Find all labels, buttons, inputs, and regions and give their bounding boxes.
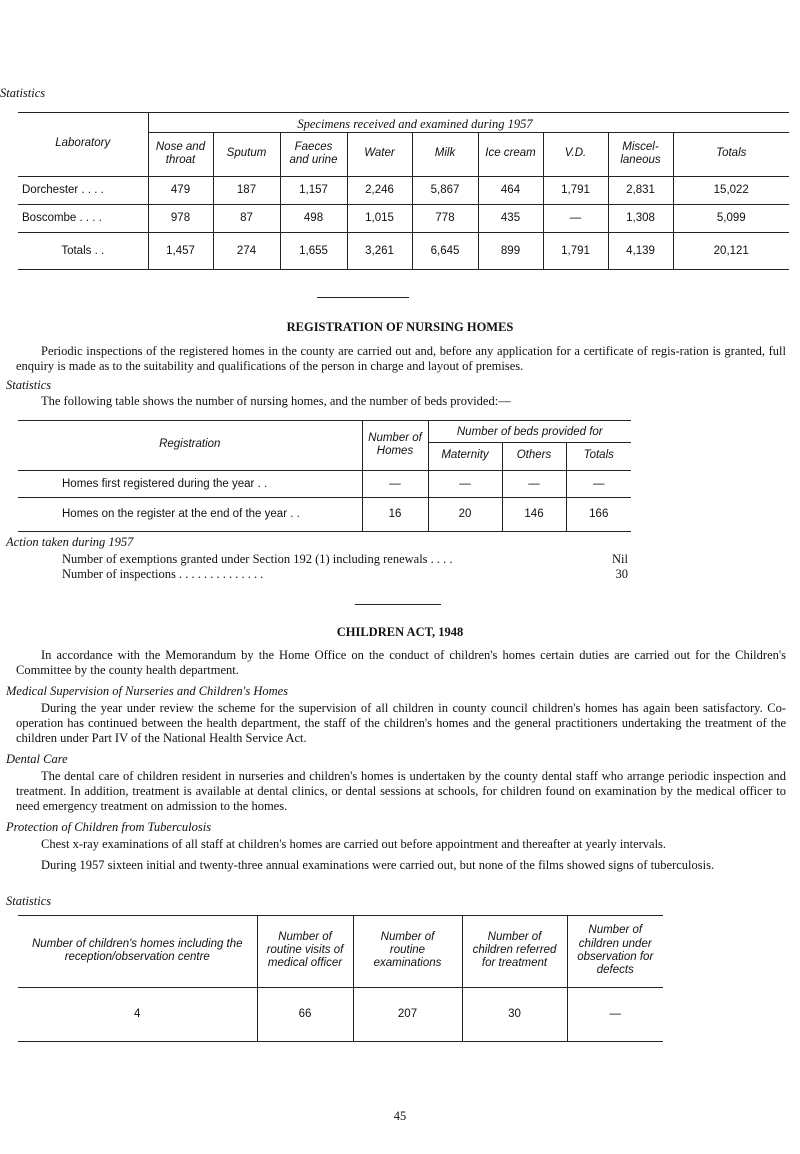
- tuberculosis-paragraph-2: During 1957 sixteen initial and twenty-three annual examinations were carried out, but none of the films showed signs of tuberculosis.: [41, 858, 715, 872]
- nursing-table-row: [18, 470, 631, 497]
- lab-cell: 187: [213, 176, 280, 204]
- lab-cell: 435: [478, 204, 543, 232]
- action-label: Action taken during 1957: [6, 535, 134, 549]
- children-table: [18, 915, 663, 1042]
- nursing-col-beds: Number of beds provided for: [428, 420, 631, 442]
- lab-table-row: [18, 176, 789, 204]
- lab-cell: 498: [280, 204, 347, 232]
- nursing-cell: —: [566, 470, 631, 497]
- section-divider: [317, 297, 409, 298]
- lab-cell: 5,099: [673, 204, 789, 232]
- lab-cell: 1,457: [148, 232, 213, 269]
- nursing-cell: —: [502, 470, 566, 497]
- lab-cell: 1,791: [543, 176, 608, 204]
- lab-cell: —: [543, 204, 608, 232]
- lab-cell: 1,015: [347, 204, 412, 232]
- lab-col-header: Totals: [673, 132, 789, 176]
- nursing-col-number: Number of Homes: [362, 420, 428, 470]
- nursing-paragraph: Periodic inspections of the registered homes in the county are carried out and, before any application for a certificate of regis-ration is granted, full enquiry is made as to the suitability and qualifications of the person in charge and layout of premises.: [16, 344, 786, 373]
- children-col-header: Number of children referred for treatment: [462, 915, 567, 987]
- page-section-label: Statistics: [0, 86, 46, 100]
- lab-col-header: Milk: [412, 132, 478, 176]
- lab-col-header: Nose and throat: [148, 132, 213, 176]
- children-col-header: Number of children under observation for defects: [567, 915, 663, 987]
- action-item-value: Nil: [612, 552, 628, 566]
- section-divider: [355, 604, 441, 605]
- nursing-row-label: Homes on the register at the end of the year . .: [18, 497, 362, 531]
- lab-cell: 5,867: [412, 176, 478, 204]
- action-item: [62, 567, 628, 582]
- tuberculosis-paragraph-1: Chest x-ray examinations of all staff at children's homes are carried out before appointment and thereafter at yearly intervals.: [41, 837, 667, 851]
- lab-cell: 3,261: [347, 232, 412, 269]
- children-cell: 66: [257, 987, 353, 1041]
- children-cell: —: [567, 987, 663, 1041]
- lab-cell: 778: [412, 204, 478, 232]
- children-statistics-label: Statistics: [6, 894, 52, 908]
- tuberculosis-label: Protection of Children from Tuberculosis: [6, 820, 212, 834]
- children-paragraph: In accordance with the Memorandum by the Home Office on the conduct of children's homes certain duties are carried out for the Children's Committee by the county health department.: [16, 648, 786, 677]
- dental-care-paragraph: The dental care of children resident in nurseries and children's homes is undertaken by the county dental staff who arrange periodic inspection and treatment. In addition, treatment is available at dental clinics, or dental sessions at schools, for children found on examination by the medical officer to need emergency treatment on admission to the homes.: [16, 769, 786, 813]
- nursing-col-registration: Registration: [18, 420, 362, 470]
- children-heading: CHILDREN ACT, 1948: [336, 625, 464, 639]
- nursing-row-label: Homes first registered during the year . .: [18, 470, 362, 497]
- action-item-label: Number of inspections . . . . . . . . . . . . . .: [62, 567, 264, 581]
- lab-col-header: Water: [347, 132, 412, 176]
- nursing-heading: REGISTRATION OF NURSING HOMES: [286, 320, 514, 334]
- nursing-sub-col: Totals: [566, 442, 631, 470]
- action-list: [62, 552, 628, 582]
- lab-cell: 15,022: [673, 176, 789, 204]
- nursing-cell: 16: [362, 497, 428, 531]
- lab-col-header: Miscel-laneous: [608, 132, 673, 176]
- nursing-cell: 146: [502, 497, 566, 531]
- lab-cell: 479: [148, 176, 213, 204]
- lab-cell: 274: [213, 232, 280, 269]
- action-item: [62, 552, 628, 567]
- nursing-intro: The following table shows the number of nursing homes, and the number of beds provided:—: [41, 394, 511, 408]
- medical-supervision-label: Medical Supervision of Nurseries and Children's Homes: [6, 684, 289, 698]
- lab-cell: 6,645: [412, 232, 478, 269]
- nursing-table: [18, 420, 631, 532]
- lab-cell: 1,791: [543, 232, 608, 269]
- lab-table-row: [18, 204, 789, 232]
- action-item-label: Number of exemptions granted under Section 192 (1) including renewals . . . .: [62, 552, 453, 566]
- children-col-header: Number of routine visits of medical officer: [257, 915, 353, 987]
- page-number: 45: [393, 1109, 407, 1123]
- nursing-table-row: [18, 497, 631, 531]
- children-col-header: Number of routine examinations: [353, 915, 462, 987]
- children-cell: 4: [18, 987, 257, 1041]
- nursing-cell: —: [362, 470, 428, 497]
- lab-cell: 1,308: [608, 204, 673, 232]
- lab-cell: 1,655: [280, 232, 347, 269]
- lab-table: [18, 112, 789, 270]
- lab-cell: 464: [478, 176, 543, 204]
- lab-cell: 978: [148, 204, 213, 232]
- lab-cell: 20,121: [673, 232, 789, 269]
- children-cell: 30: [462, 987, 567, 1041]
- nursing-statistics-label: Statistics: [6, 378, 52, 392]
- nursing-cell: 20: [428, 497, 502, 531]
- lab-row-name: Totals . .: [18, 232, 148, 269]
- lab-cell: 87: [213, 204, 280, 232]
- lab-col-header: Faeces and urine: [280, 132, 347, 176]
- lab-col-header: V.D.: [543, 132, 608, 176]
- nursing-cell: 166: [566, 497, 631, 531]
- lab-col-header: Ice cream: [478, 132, 543, 176]
- lab-table-row: [18, 232, 789, 269]
- lab-cell: 4,139: [608, 232, 673, 269]
- lab-cell: 2,246: [347, 176, 412, 204]
- nursing-cell: —: [428, 470, 502, 497]
- children-cell: 207: [353, 987, 462, 1041]
- lab-cell: 1,157: [280, 176, 347, 204]
- lab-cell: 899: [478, 232, 543, 269]
- lab-table-spanner: Specimens received and examined during 1957: [297, 117, 533, 131]
- action-item-value: 30: [615, 567, 628, 581]
- lab-col-header: Sputum: [213, 132, 280, 176]
- children-col-header: Number of children's homes including the reception/observation centre: [18, 915, 257, 987]
- nursing-sub-col: Maternity: [428, 442, 502, 470]
- lab-col-laboratory: Laboratory: [18, 112, 148, 176]
- nursing-sub-col: Others: [502, 442, 566, 470]
- dental-care-label: Dental Care: [6, 752, 68, 766]
- medical-supervision-paragraph: During the year under review the scheme for the supervision of all children in county council children's homes has again been satisfactory. Co-operation has continued between the health department, the staff of the children's homes and the general practitioners undertaking the treatment of the children under Part IV of the National Health Service Act.: [16, 701, 786, 745]
- lab-row-name: Boscombe . . . .: [18, 204, 148, 232]
- lab-row-name: Dorchester . . . .: [18, 176, 148, 204]
- lab-cell: 2,831: [608, 176, 673, 204]
